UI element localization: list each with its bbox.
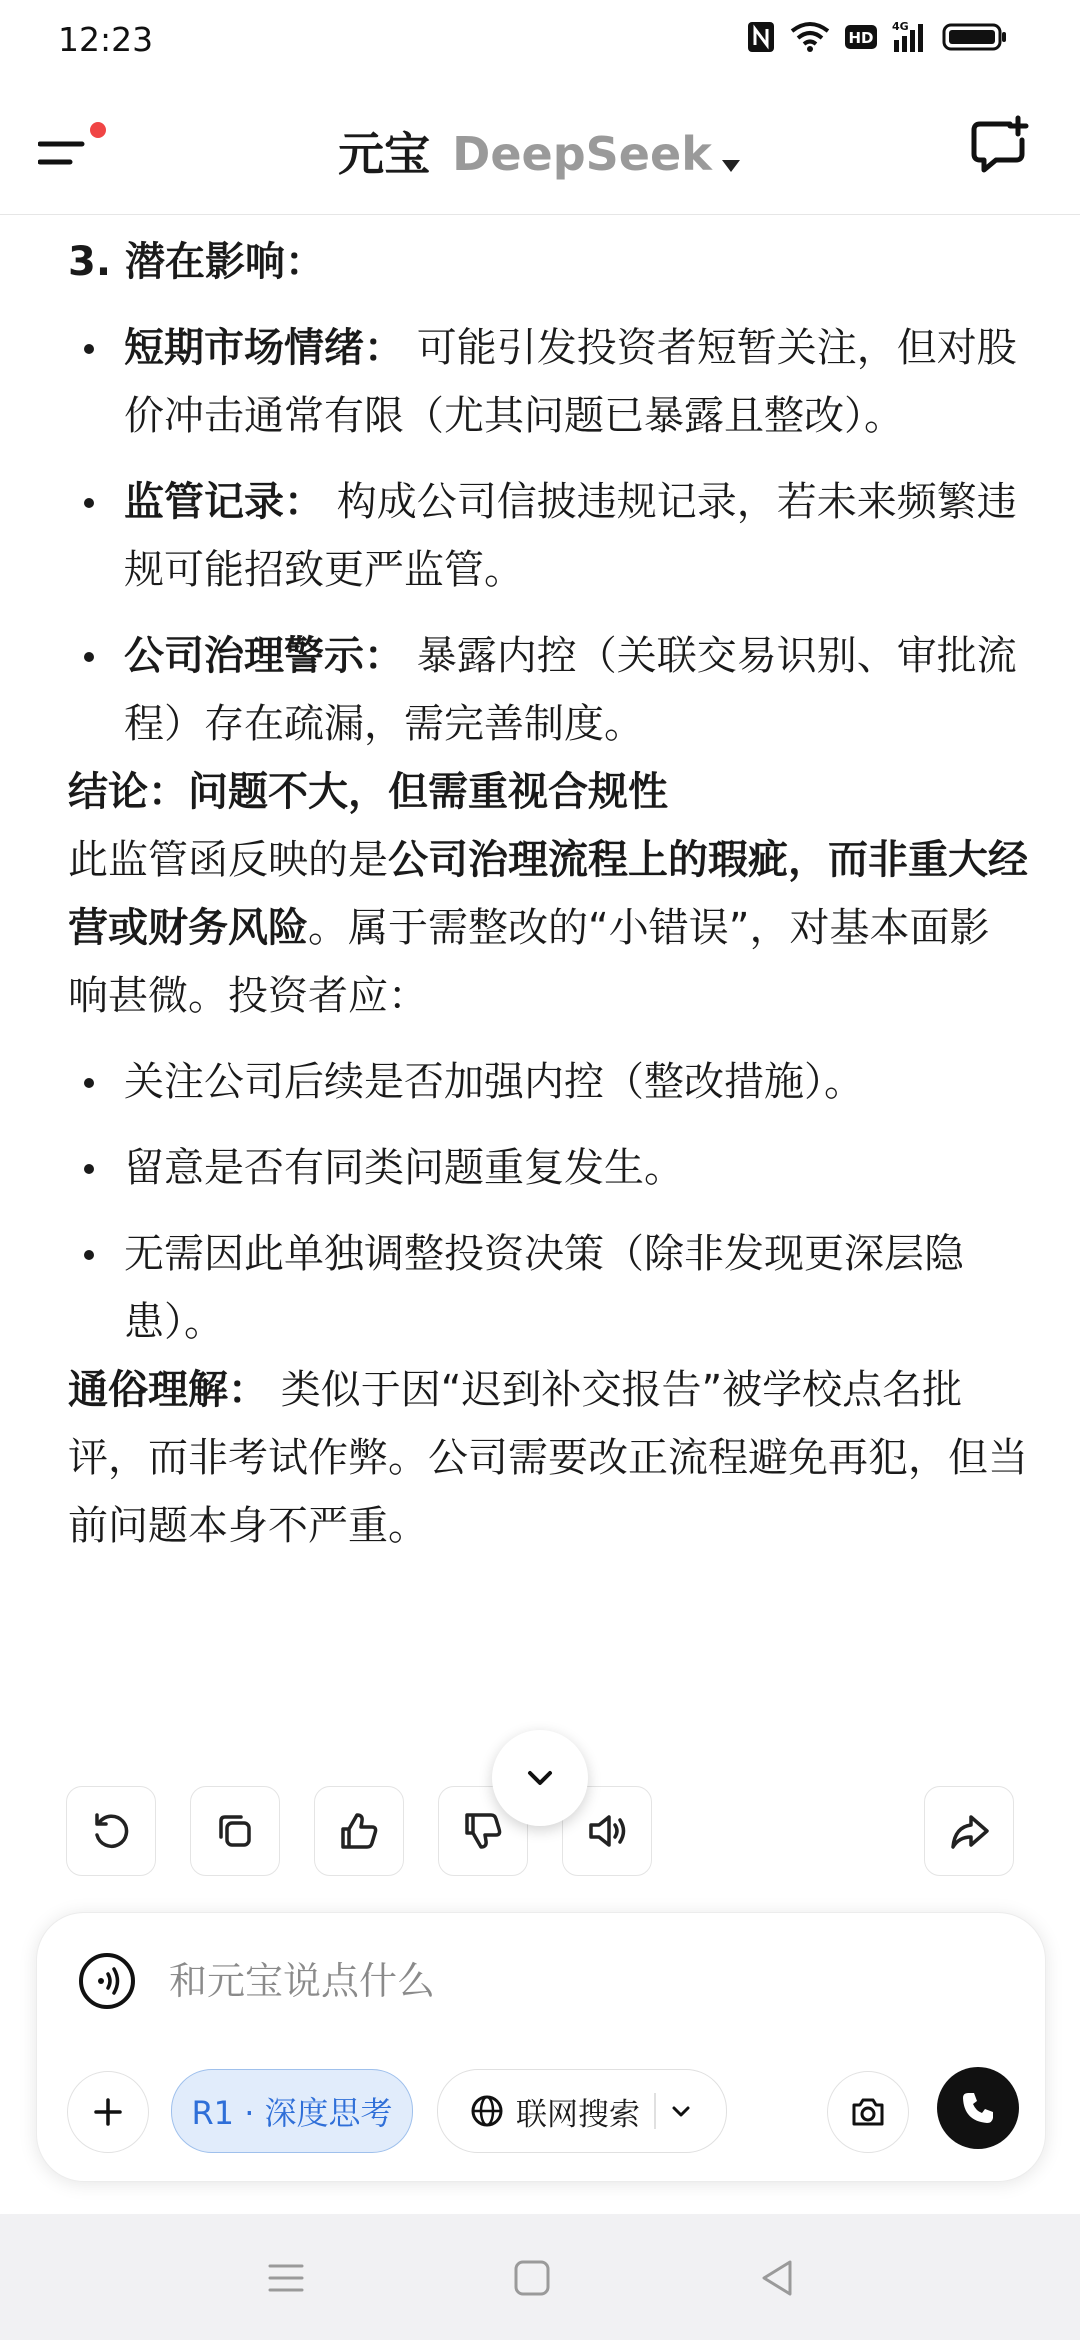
- conclusion-pre: 此监管函反映的是: [68, 837, 388, 883]
- status-icons: [746, 20, 1008, 54]
- list-item: [68, 622, 1028, 758]
- like-button[interactable]: [314, 1786, 404, 1876]
- message-input[interactable]: 和元宝说点什么: [169, 1959, 436, 2003]
- impact-label: 公司治理警示：: [124, 633, 404, 679]
- impact-list: [68, 314, 1028, 758]
- list-item: [68, 468, 1028, 604]
- chip-divider: [654, 2093, 656, 2129]
- share-button[interactable]: [924, 1786, 1014, 1876]
- impact-text: 可能引发投资者短暂关注，但对股价冲击通常有限（尤其问题已暴露且整改）。: [124, 325, 1017, 439]
- home-square-icon: [508, 2254, 556, 2302]
- recents-menu-icon: [262, 2254, 310, 2302]
- title-area[interactable]: [0, 118, 1080, 185]
- deep-think-toggle[interactable]: R1 · 深度思考: [171, 2069, 413, 2153]
- model-selector-label[interactable]: DeepSeek: [452, 127, 712, 181]
- impact-heading: 3. 潜在影响：: [68, 239, 325, 285]
- plain-label: 通俗理解：: [68, 1367, 268, 1413]
- list-item: 关注公司后续是否加强内控（整改措施）。: [68, 1048, 1028, 1116]
- nfc-icon: [746, 20, 776, 54]
- system-navigation-bar: [0, 2214, 1080, 2340]
- voice-input-button[interactable]: [77, 1951, 137, 2011]
- add-attachment-button[interactable]: [67, 2071, 149, 2153]
- web-search-label: 联网搜索: [516, 2096, 640, 2133]
- hd-label: HD: [848, 29, 874, 47]
- copy-button[interactable]: [190, 1786, 280, 1876]
- back-button[interactable]: [754, 2254, 802, 2302]
- plus-icon: [90, 2094, 126, 2130]
- camera-icon: [848, 2092, 888, 2132]
- new-chat-icon: [968, 114, 1032, 178]
- speaker-icon: [585, 1809, 629, 1853]
- voice-call-button[interactable]: [937, 2067, 1019, 2149]
- battery-icon: [942, 22, 1008, 52]
- scroll-to-bottom-button[interactable]: [492, 1730, 588, 1826]
- refresh-icon: [89, 1809, 133, 1853]
- web-search-toggle[interactable]: [437, 2069, 727, 2153]
- list-item: 留意是否有同类问题重复发生。: [68, 1134, 1028, 1202]
- list-item: [68, 314, 1028, 450]
- share-icon: [947, 1809, 991, 1853]
- impact-label: 监管记录：: [124, 479, 324, 525]
- advice-list: [68, 1048, 1028, 1356]
- conclusion-title: 结论：问题不大，但需重视合规性: [68, 769, 668, 815]
- chevron-down-icon[interactable]: [668, 2098, 694, 2124]
- phone-icon: [958, 2088, 998, 2128]
- list-item: 无需因此单独调整投资决策（除非发现更深层隐患）。: [68, 1220, 1028, 1356]
- conclusion-paragraph: [68, 826, 1028, 1030]
- plain-text: 类似于因“迟到补交报告”被学校点名批评，而非考试作弊。公司需要改正流程避免再犯，但当前问题本身不严重。: [68, 1367, 1028, 1549]
- status-time: 12:23: [58, 20, 154, 59]
- 4g-signal-icon: [892, 20, 928, 54]
- caret-down-icon[interactable]: [720, 131, 742, 185]
- new-chat-button[interactable]: [968, 114, 1032, 178]
- conclusion-bold: 公司治理流程上的瑕疵，而非重大经营或财务风险: [68, 837, 1028, 951]
- thumbs-down-icon: [461, 1809, 505, 1853]
- app-title: 元宝: [338, 127, 431, 181]
- voice-wave-icon: [77, 1951, 137, 2011]
- camera-button[interactable]: [827, 2071, 909, 2153]
- chevron-down-icon: [520, 1758, 560, 1798]
- network-label: 4G: [892, 20, 909, 33]
- hd-icon: [844, 22, 878, 52]
- recents-button[interactable]: [262, 2254, 310, 2302]
- thumbs-up-icon: [337, 1809, 381, 1853]
- copy-icon: [213, 1809, 257, 1853]
- impact-label: 短期市场情绪：: [124, 325, 404, 371]
- chat-composer: [36, 1912, 1046, 2182]
- back-triangle-icon: [754, 2254, 802, 2302]
- impact-text: 暴露内控（关联交易识别、审批流程）存在疏漏，需完善制度。: [124, 633, 1017, 747]
- assistant-message: [68, 214, 1028, 1560]
- status-bar: [0, 0, 1080, 80]
- regenerate-button[interactable]: [66, 1786, 156, 1876]
- globe-icon: [470, 2094, 504, 2128]
- plain-explanation: [68, 1356, 1028, 1560]
- wifi-icon: [790, 21, 830, 53]
- home-button[interactable]: [508, 2254, 556, 2302]
- impact-text: 构成公司信披违规记录，若未来频繁违规可能招致更严监管。: [124, 479, 1017, 593]
- top-app-bar: [0, 80, 1080, 215]
- conclusion-post: 。属于需整改的“小错误”，对基本面影响甚微。投资者应：: [68, 905, 990, 1019]
